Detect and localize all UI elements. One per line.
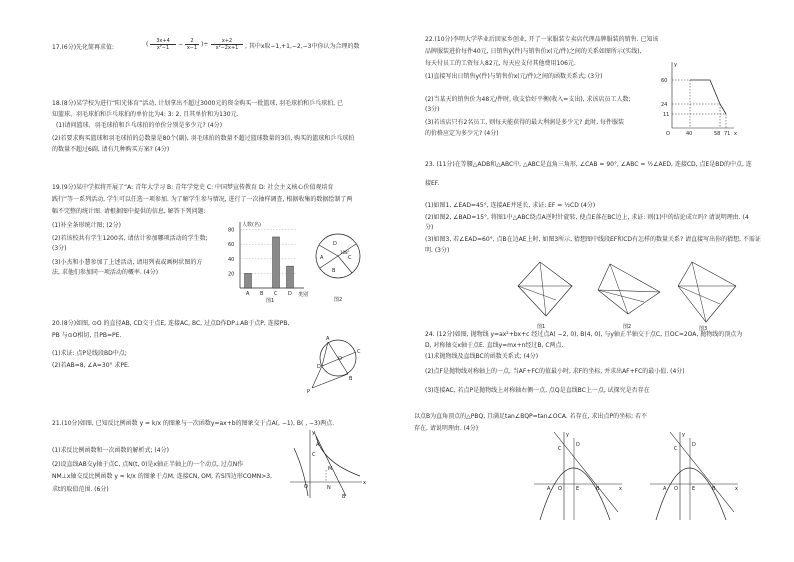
q22-graph [654, 58, 738, 136]
pie-chart [312, 230, 364, 304]
q23-fig1 [518, 262, 572, 330]
bar-ytick-80: 80 [228, 227, 235, 234]
svg-text:A: A [663, 486, 667, 492]
q23-fig3 [678, 262, 736, 332]
q20-part2: (2)若AB=8, ∠A=30° 求PE. [52, 362, 130, 369]
pie-label-a: A [320, 255, 324, 261]
pt-o: O [338, 356, 342, 362]
bar-label-B: B [260, 291, 264, 297]
q19-line3: 幅不完整的统计图. 请根据图中提供的信息, 解答下列问题: [52, 208, 206, 215]
q22-sales-line [690, 80, 726, 114]
pt-b: B [349, 376, 353, 382]
q24-line2: D, 对称轴交x轴于点E. 直线y=mx+n经过B, C两点. [425, 342, 564, 349]
svg-text:D: D [576, 442, 580, 448]
q21-pt-n: N [327, 485, 331, 491]
svg-text:D: D [692, 442, 696, 448]
pt-p: P [307, 389, 311, 395]
q22-part2: (2)当某天的销售价为48元/件时, 收支恰好平衡(收入=支出), 求该店员工人数; [425, 96, 631, 103]
q23-part1: (1)如图1, ∠EAD=45°, 连接AE并延长, 求证: EF = ½CD (4分) [425, 202, 596, 209]
svg-text:A: A [547, 486, 551, 492]
pt-d: D [317, 364, 321, 370]
q24-part3: (3)连接AC, 若点P是抛物线上对称轴右侧一点, 点Q是直线BC上一点, 试探究是否存在 [425, 387, 650, 394]
q22-origin: O [666, 131, 670, 136]
q21-y-label: y [312, 430, 315, 436]
q24-part2: (2)点F是抛物线对称轴上的一点, 当AF+FC的值最小时, 求F的坐标, 并求出AF+FC的最小值. (4分) [425, 368, 685, 375]
q21-part2-end: 求t的取值范围. (6分) [52, 486, 109, 493]
q22-part2-score: (3分) [425, 106, 440, 113]
q19-part2: (2)若该校共有学生1200名, 请估计参加哪项活动的学生数; [52, 235, 208, 242]
q19-part1: (1)补全条形统计图; (2分) [52, 222, 121, 229]
pt-c: C [357, 349, 361, 355]
bar-A [245, 273, 252, 288]
q19-line1: 19.(9分)某中学拟将开展了“A: 青年大学习 B: 青年学党史 C: 中国梦宣传教育 D: 社会主义核心价值观培育 [52, 184, 334, 191]
q22-line3: 每天付员工的工资每人82元, 每天应支付其他费用106元. [425, 60, 576, 67]
q23-figures [510, 256, 750, 332]
q20-part1: (1)求证: 点P是线段BD中点; [52, 350, 127, 357]
q21-part2-cont: NM⊥x轴交反比例函数 y = k/x 的图象于点M, 连接CN, OM, 若S四边形COMN>3, [52, 473, 273, 480]
q23-fig3-caption: 图3 [699, 326, 708, 332]
q22-xtick-58: 58 [714, 131, 721, 136]
q21-x-label: x [363, 480, 366, 486]
q21-part2: (2)设直线AB交y轴于点C, 点N(t, 0)是x轴正半轴上的一个动点, 过点N作 [52, 461, 244, 468]
q22-part3-cont: 的价格应定为多少元? (4分) [425, 130, 499, 137]
pie-angle-label: 108° [340, 250, 350, 255]
q22-ytick-11: 11 [663, 112, 670, 118]
q21-pt-c: C [312, 452, 316, 458]
bar-C [273, 237, 280, 288]
svg-text:O: O [674, 486, 678, 492]
bar-label-A: A [246, 291, 250, 297]
q24-figure-left [530, 428, 626, 524]
q21-origin: O [304, 484, 308, 490]
q23-line2: 接EF. [425, 180, 440, 187]
bar-ytick-60: 60 [228, 242, 235, 249]
svg-text:C: C [674, 446, 678, 452]
bar-ytick-20: 20 [228, 271, 235, 278]
q22-line2: 品牌服装进价每件40元, 日销售y(件)与销售价x(元/件)之间的关系如图所示(实线), [425, 48, 642, 55]
q18-line2: 知篮球、羽毛球拍和乒乓球拍的单价比为4: 3: 2, 且其单价和为130元. [52, 111, 239, 118]
svg-text:O: O [558, 486, 562, 492]
q22-xtick-71: 71 [724, 131, 731, 136]
q23-fig1-caption: 图1 [537, 324, 546, 330]
q22-xtick-40: 40 [686, 131, 693, 136]
bar-ytick-40: 40 [228, 256, 235, 263]
q23-part3-cont: 明. (3分) [425, 247, 450, 254]
q23-part2-cont: 分) [425, 224, 434, 231]
bar-D [287, 266, 294, 288]
q24-part1: (1)求抛物线及直线BC的函数关系式; (4分) [425, 353, 539, 360]
svg-text:C: C [558, 446, 562, 452]
bar-label-D: D [288, 291, 292, 297]
svg-text:B: B [712, 486, 716, 492]
bar-chart [226, 218, 310, 304]
q23-part3: (3)如图3, 若∠EAD=60°, 点B在边AE上时, 如图3所示, 猜想图中线段EF和CD有怎样的数量关系? 请直接写出你的猜想, 不需证 [425, 236, 761, 243]
q18-line1: 18.(8分)某学校为进行“阳光体育”活动, 计划拿出不超过3000元的资金购买一批篮球, 羽毛球拍和乒乓球拍, 已 [52, 100, 343, 107]
q23-part2: (2)如图2, ∠BAD=15°, 将图1中△ABC绕点A逆时针旋转, 使点E落在BC边上, 求证: 则(1)中的结论成立吗? 请说明理由. (4 [425, 214, 749, 221]
svg-text:E: E [576, 486, 580, 492]
q22-ytick-24: 24 [661, 102, 668, 108]
q20-figure [300, 330, 370, 398]
q22-line1: 22.(10分)李明大学毕业后回家乡创业, 开了一家服装专卖店代理品牌服装的销售. 已知该 [425, 36, 659, 43]
pie-caption: 图2 [334, 297, 343, 303]
q20-line1: 20.(8分)如图, ⊙O 的直径AB, CD交于点E, 连接AC, BC, 过点D作DP⊥AB于点P, 连接PB, [52, 320, 290, 327]
q18-part1: (1)请问篮球、羽毛球拍和乒乓球拍的单价分别是多少元? (4分) [56, 122, 223, 129]
svg-text:x: x [735, 486, 738, 492]
q24-part3-cont: 以点B为直角顶点的△PBQ, 且满足tan∠BQP=tan∠OCA. 若存在, 求出点P的坐标; 若不 [414, 413, 647, 420]
exam-page: 17.(6分)先化简再求值: 3x+4 x²−1 − 2 x−1 )÷ x+2 x²−2x+1 ( , 其中x取−1,+1,−2,−3中你认为合理的数 18.(8分)某学校为进行“阳光体育”活动, 计划拿出不超过3000元的资金购买一批篮球, 羽毛球拍和乒乓球拍, 已 知篮球、羽毛球拍和乒乓球拍的单价比为4: 3: 2, 且其单价和为130元. (1)请问篮球、羽毛球拍和乒乓球拍的单价分别是多少元? (4分) (2)若要求购买篮球和羽毛球拍的总数量是80个(副), 羽毛球拍的数量不超过篮球数量的3倍, 购买的篮球和乒乓球拍 的数量不超过6副, 请有几种购买方案? (4分) 19.(9分)某中学拟将开展了“A: 青年大学习 B: 青年学党史 C: 中国梦宣传教育 D: 社会主义核心价值观培育 践行”等一系列活动, 学生可以任选一项参加. 为了解学生参与情况, 进行了一次抽样调查, 根据收集的数据绘制了两 幅不完整的统计图. 请根据图中提供的信息, 解答下列问题: (1)补全条形统计图; (2分) (2)若该校共有学生1200名, 请估计参加哪项活动的学生数; (3分) (3)小杰和小慧参加了上述活动, 请用列表或画树状图的方 法, 求他们参加同一项活动的概率. (4分) 人数(名) 类别 20 40 60 80 A B C D 图1 D A B C 108° 图2 20.(8分)如图, ⊙O 的直径AB, CD交于点E, 连接AC, BC, 过点D作DP⊥AB于点P, 连接PB, PB 与⊙O相切, 且PB=PE. (1)求证: 点P是线段BD中点; (2)若AB=8, ∠A=30° 求PE. A B C D P O 21.(10分)如图, 已知反比例函数 y = k/x 的图象与一次函数y=ax+b的图象交于点A(, −1), B( , −3)两点. (1)求反比例函数和一次函数的解析式; (4分) (2)设直线AB交y轴于点C, 点N(t, 0)是x轴正半轴上的一个动点, 过点N作 NM⊥x轴交反比例函数 y = k/x 的图象于点M, 连接CN, OM, 若S四边形COMN>3, 求t的取值范围. (6分) x y O A B C N M 22.(10分)李明大学毕业后回家乡创业, 开了一家服装专卖店代理品牌服装的销售. 已知该 品牌服装进价每件40元, 日销售y(件)与销售价x(元/件)之间的关系如图所示(实线), 每天付员工的工资每人82元, 每天应支付其他费用106元. (1)直接写出日销售y(件)与销售价x(元/件)之间的函数关系式; (3分) (2)当某天的销售价为48元/件时, 收支恰好平衡(收入=支出), 求该店员工人数; (3分) (3)若该店只有2名员工, 则每天能获得的最大利润是多少元? 此时, 每件服装 的价格应定为多少元? (4分) y x O 60 24 11 40 58 71 23. (11分)在等腰△ADB和△ABC中, △ABC是直角三角形, ∠CAB = 90°, ∠ABC = ½∠AED, 连接CD, 点E是BD的中点, 连 接EF. (1)如图1, ∠EAD=45°, 连接AE并延长, 求证: EF = ½CD (4分) (2)如图2, ∠BAD=15°, 将图1中△ABC绕点A逆时针旋转, 使点E落在BC边上, 求证: 则(1)中的结论成立吗? 请说明理由. (4 分) (3)如图3, 若∠EAD=60°, 点B在边AE上时, 如图3所示, 猜想图中线段EF和CD有怎样的数量关系? 请直接写出你的猜想, 不需证 明. (3分) 图1 图2 图3 24. (12分)如图, 抛物线 y=ax²+bx+c 经过点A( −2, 0), B(4, 0), 与y轴正半轴交于点C, 且OC=2OA, 抛物线的顶点为 D, 对称轴交x轴于点E. 直线y=mx+n经过B, C两点. (1)求抛物线及直线BC的函数关系式; (4分) (2)点F是抛物线对称轴上的一点, 当AF+FC的值最小时, 求F的坐标, 并求出AF+FC的最小值. (4分) (3)连接AC, 若点P是抛物线上对称轴右侧一点, 点Q是直线BC上一点, 试探究是否存在 以点B为直角顶点的△PBQ, 且满足tan∠BQP=tan∠OCA. 若存在, 求出点P的坐标; 若不 存在, 请说明理由. (4分) y x O A B C D E y x O A B C D E [0, 0, 794, 562]
q22-x-label: x [734, 131, 737, 136]
q21-line1: 21.(10分)如图, 已知反比例函数 y = k/x 的图象与一次函数y=ax+b的图象交于点A(, −1), B( , −3)两点. [52, 420, 335, 427]
bar-xlabel: 类别 [298, 292, 309, 298]
pie-label-b: B [332, 268, 336, 274]
bar-caption: 图1 [266, 298, 275, 304]
q24-part3-end: 存在, 请说明理由. (4分) [414, 425, 479, 432]
q23-line1: 23. (11分)在等腰△ADB和△ABC中, △ABC是直角三角形, ∠CAB = 90°, ∠ABC = ½∠AED, 连接CD, 点E是BD的中点, 连 [425, 161, 752, 168]
svg-text:E: E [692, 486, 696, 492]
q21-pt-a: A [316, 442, 320, 448]
q24-figure-right [646, 428, 742, 524]
bar-label-C: C [274, 291, 278, 297]
q18-part2: (2)若要求购买篮球和羽毛球拍的总数量是80个(副), 羽毛球拍的数量不超过篮球数量的3倍, 购买的篮球和乒乓球拍 [52, 135, 355, 142]
hyperbola-right [316, 436, 360, 476]
pt-a: A [326, 336, 330, 342]
q20-line2: PB 与⊙O相切, 且PB=PE. [52, 332, 122, 339]
q19-part3-cont: 法, 求他们参加同一项活动的概率. (4分) [52, 269, 159, 276]
q23-fig2-caption: 图2 [623, 324, 632, 330]
bar-title: 人数(名) [242, 222, 261, 228]
parabola [540, 468, 610, 520]
svg-text:B: B [596, 486, 600, 492]
q21-part1: (1)求反比例函数和一次函数的解析式; (4分) [52, 447, 169, 454]
q21-figure [286, 426, 366, 502]
q24-line1: 24. (12分)如图, 抛物线 y=ax²+bx+c 经过点A( −2, 0), B(4, 0), 与y轴正半轴交于点C, 且OC=2OA, 抛物线的顶点为 [425, 331, 743, 338]
q19-line2: 践行”等一系列活动, 学生可以任选一项参加. 为了解学生参与情况, 进行了一次抽样调查, 根据收集的数据绘制了两 [52, 196, 353, 203]
q19-part2-score: (3分) [52, 245, 67, 252]
q22-ytick-60: 60 [661, 78, 668, 84]
q22-part1: (1)直接写出日销售y(件)与销售价x(元/件)之间的函数关系式; (3分) [425, 73, 603, 80]
svg-text:y: y [682, 432, 685, 438]
q22-part3: (3)若该店只有2名员工, 则每天能获得的最大利润是多少元? 此时, 每件服装 [425, 119, 625, 126]
pie-label-d: D [333, 241, 337, 247]
svg-text:y: y [566, 432, 569, 438]
q21-pt-m: M [328, 466, 333, 472]
q23-fig2 [598, 264, 660, 330]
svg-text:x: x [619, 486, 622, 492]
q18-part2-cont: 的数量不超过6副, 请有几种购买方案? (4分) [52, 146, 170, 153]
q22-y-label: y [674, 62, 677, 68]
q21-pt-b: B [342, 494, 346, 500]
q19-part3: (3)小杰和小慧参加了上述活动, 请用列表或画树状图的方 [52, 259, 203, 266]
pie-label-c: C [348, 255, 352, 261]
q17-stem: 17.(6分)先化简再求值: [52, 44, 115, 51]
